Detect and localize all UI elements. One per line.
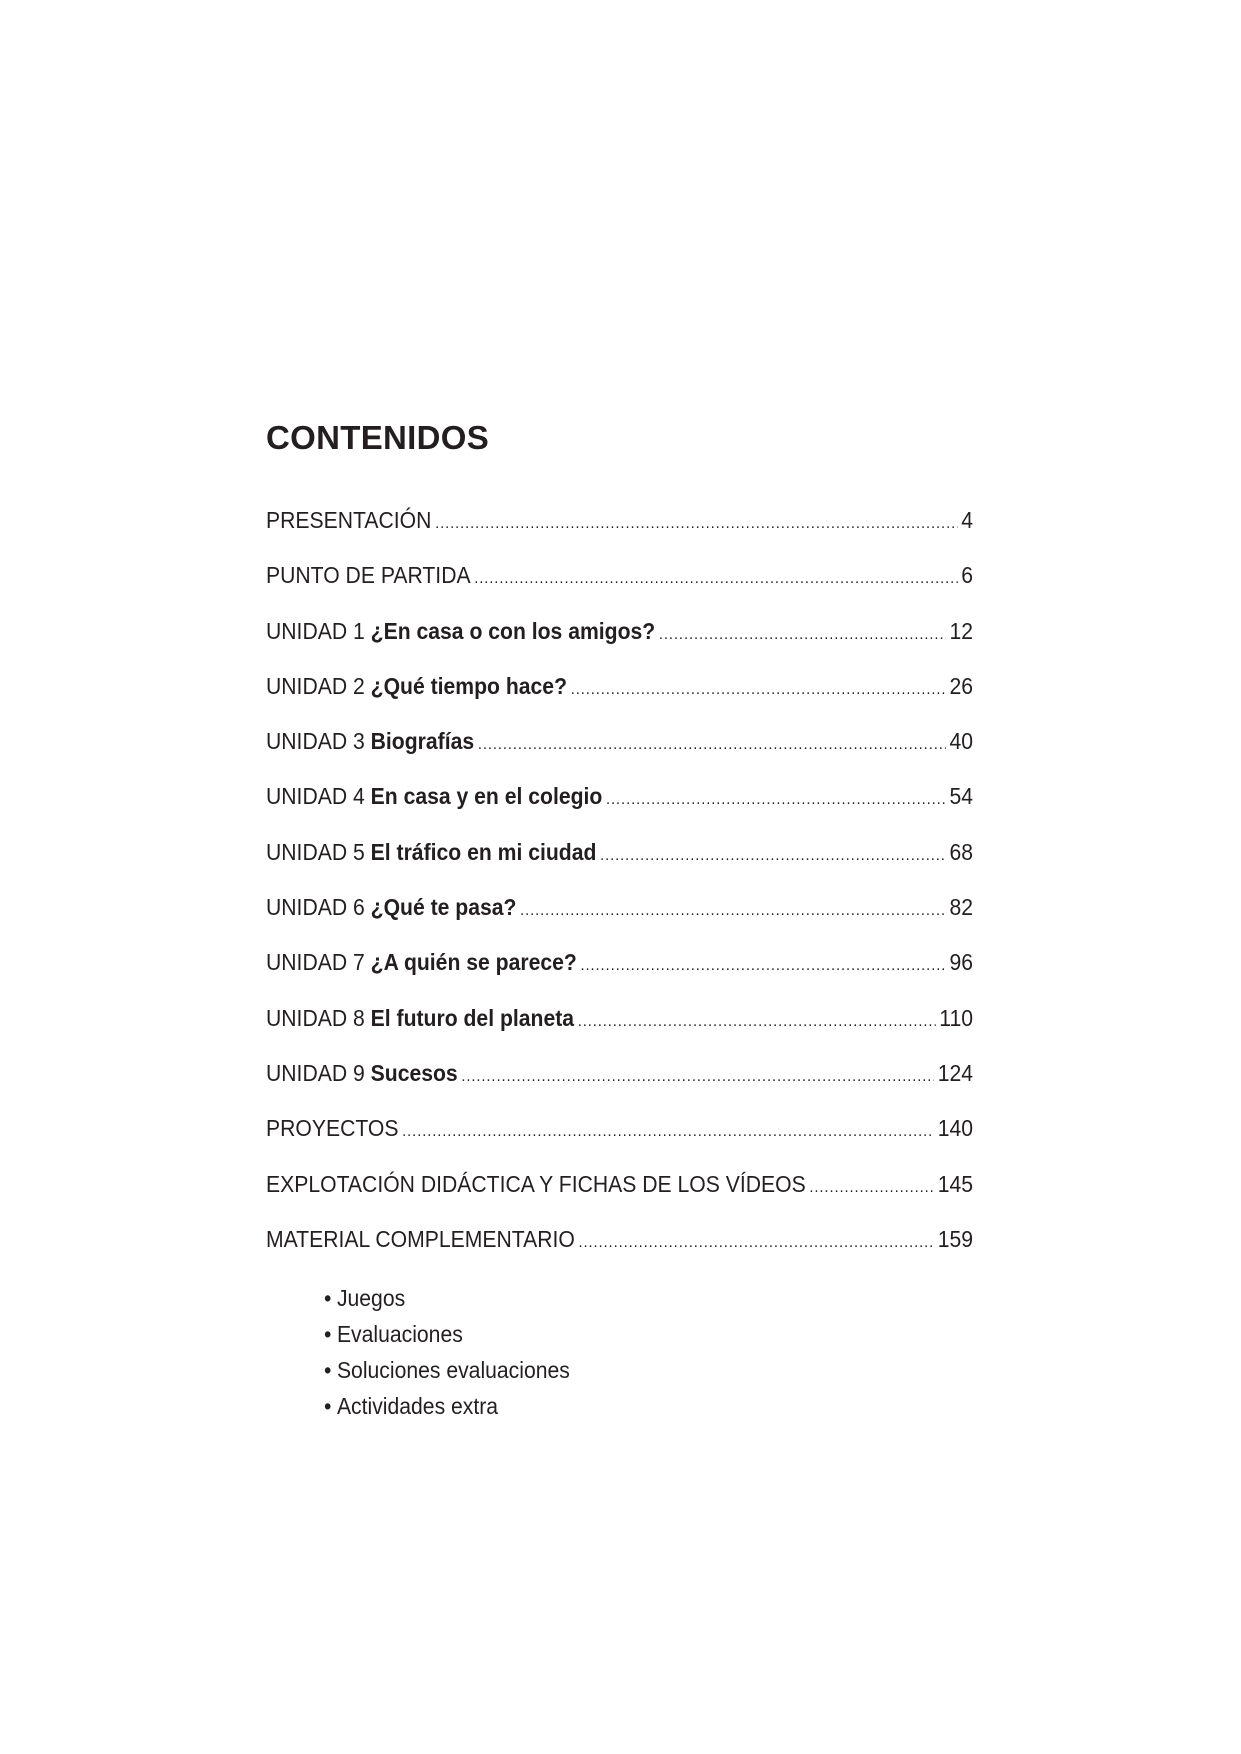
toc-entry-presentacion bbox=[266, 505, 973, 560]
toc-entry-unit: UNIDAD 9 bbox=[266, 1059, 365, 1086]
toc-entry-label bbox=[266, 1113, 398, 1143]
toc-leader-dots bbox=[520, 896, 946, 926]
toc-leader-dots bbox=[600, 841, 946, 871]
toc-entry-unit: UNIDAD 1 bbox=[266, 617, 365, 644]
sublist-item bbox=[324, 1280, 570, 1316]
toc-entry-unidad-5 bbox=[266, 837, 973, 892]
toc-leader-dots bbox=[809, 1173, 934, 1203]
bullet-icon: • bbox=[324, 1357, 332, 1383]
toc-entry-page: 12 bbox=[949, 617, 974, 644]
sublist-item bbox=[324, 1316, 570, 1352]
toc-entry-punto-de-partida bbox=[266, 560, 973, 615]
toc-entry-unidad-6 bbox=[266, 892, 973, 947]
toc-entry-unidad-2 bbox=[266, 671, 973, 726]
toc-entry-unit: UNIDAD 8 bbox=[266, 1004, 365, 1031]
toc-entry-material-complementario bbox=[266, 1224, 973, 1279]
toc-entry-page: 110 bbox=[939, 1004, 974, 1031]
toc-entry-unidad-1 bbox=[266, 616, 973, 671]
sublist-item-label: Evaluaciones bbox=[336, 1321, 463, 1347]
toc-leader-dots bbox=[402, 1117, 934, 1147]
toc-entry-unit: UNIDAD 5 bbox=[266, 838, 365, 865]
bullet-icon: • bbox=[324, 1393, 332, 1419]
toc-entry-unidad-4 bbox=[266, 781, 973, 836]
toc-leader-dots bbox=[659, 620, 946, 650]
toc-entry-unidad-3 bbox=[266, 726, 973, 781]
toc-entry-label bbox=[266, 671, 567, 701]
sublist-item-label: Juegos bbox=[336, 1285, 406, 1311]
toc-entry-name: En casa y en el colegio bbox=[370, 783, 603, 810]
material-complementario-sublist bbox=[324, 1280, 591, 1424]
toc-entry-name: ¿Qué te pasa? bbox=[370, 894, 517, 921]
toc-entry-label bbox=[266, 616, 655, 646]
toc-entry-label bbox=[266, 1224, 575, 1254]
sublist-item bbox=[324, 1352, 570, 1388]
toc-entry-label bbox=[266, 1003, 574, 1033]
toc-leader-dots bbox=[478, 730, 946, 760]
sublist-item-label: Actividades extra bbox=[336, 1393, 499, 1419]
toc-entry-page: 140 bbox=[937, 1115, 974, 1142]
toc-entry-label bbox=[266, 560, 471, 590]
toc-entry-unit: EXPLOTACIÓN DIDÁCTICA Y FICHAS DE LOS VÍDEOS bbox=[266, 1170, 806, 1197]
toc-entry-page: 96 bbox=[949, 949, 974, 976]
table-of-contents bbox=[266, 505, 973, 1279]
toc-entry-page: 124 bbox=[937, 1059, 974, 1086]
toc-leader-dots bbox=[571, 675, 946, 705]
toc-entry-label bbox=[266, 1169, 806, 1199]
toc-leader-dots bbox=[461, 1062, 934, 1092]
toc-leader-dots bbox=[474, 564, 957, 594]
toc-entry-unit: MATERIAL COMPLEMENTARIO bbox=[266, 1225, 575, 1252]
bullet-icon: • bbox=[324, 1321, 332, 1347]
toc-entry-unit: PROYECTOS bbox=[266, 1115, 399, 1142]
toc-entry-label bbox=[266, 837, 596, 867]
toc-entry-unidad-7 bbox=[266, 947, 973, 1002]
toc-entry-page: 6 bbox=[961, 562, 974, 589]
toc-leader-dots bbox=[578, 1007, 936, 1037]
toc-entry-name: El futuro del planeta bbox=[370, 1004, 575, 1031]
toc-entry-name: ¿A quién se parece? bbox=[370, 949, 577, 976]
toc-entry-name: Sucesos bbox=[370, 1059, 458, 1086]
toc-entry-label bbox=[266, 892, 516, 922]
toc-entry-unidad-9 bbox=[266, 1058, 973, 1113]
toc-entry-unit: PUNTO DE PARTIDA bbox=[266, 562, 471, 589]
bullet-icon: • bbox=[324, 1285, 332, 1311]
toc-entry-unit: UNIDAD 7 bbox=[266, 949, 365, 976]
toc-entry-label bbox=[266, 726, 474, 756]
toc-entry-unit: PRESENTACIÓN bbox=[266, 507, 432, 533]
toc-entry-label bbox=[266, 781, 602, 811]
toc-leader-dots bbox=[581, 951, 946, 981]
toc-entry-explotacion-didactica bbox=[266, 1169, 973, 1224]
toc-entry-proyectos bbox=[266, 1113, 973, 1168]
toc-entry-name: Biografías bbox=[370, 728, 475, 755]
page-title: CONTENIDOS bbox=[266, 419, 490, 456]
toc-leader-dots bbox=[606, 785, 946, 815]
toc-entry-page: 40 bbox=[949, 728, 974, 755]
toc-entry-page: 26 bbox=[949, 672, 974, 699]
sublist-item bbox=[324, 1388, 570, 1424]
toc-leader-dots bbox=[435, 509, 957, 539]
toc-entry-page: 82 bbox=[949, 894, 974, 921]
toc-leader-dots bbox=[578, 1228, 934, 1258]
toc-entry-unit: UNIDAD 2 bbox=[266, 672, 365, 699]
toc-entry-name: ¿Qué tiempo hace? bbox=[370, 672, 568, 699]
toc-entry-name: El tráfico en mi ciudad bbox=[370, 838, 597, 865]
toc-entry-page: 159 bbox=[937, 1225, 974, 1252]
toc-entry-label bbox=[266, 947, 577, 977]
sublist-item-label: Soluciones evaluaciones bbox=[336, 1357, 570, 1383]
toc-entry-unit: UNIDAD 3 bbox=[266, 728, 365, 755]
toc-entry-label bbox=[266, 505, 431, 535]
toc-entry-page: 68 bbox=[949, 838, 974, 865]
toc-entry-name: ¿En casa o con los amigos? bbox=[370, 617, 656, 644]
toc-entry-unit: UNIDAD 4 bbox=[266, 783, 365, 810]
toc-entry-label bbox=[266, 1058, 458, 1088]
toc-entry-page: 145 bbox=[937, 1170, 974, 1197]
toc-entry-page: 54 bbox=[949, 783, 974, 810]
toc-entry-unidad-8 bbox=[266, 1003, 973, 1058]
toc-entry-unit: UNIDAD 6 bbox=[266, 894, 365, 921]
toc-entry-page: 4 bbox=[961, 507, 974, 533]
